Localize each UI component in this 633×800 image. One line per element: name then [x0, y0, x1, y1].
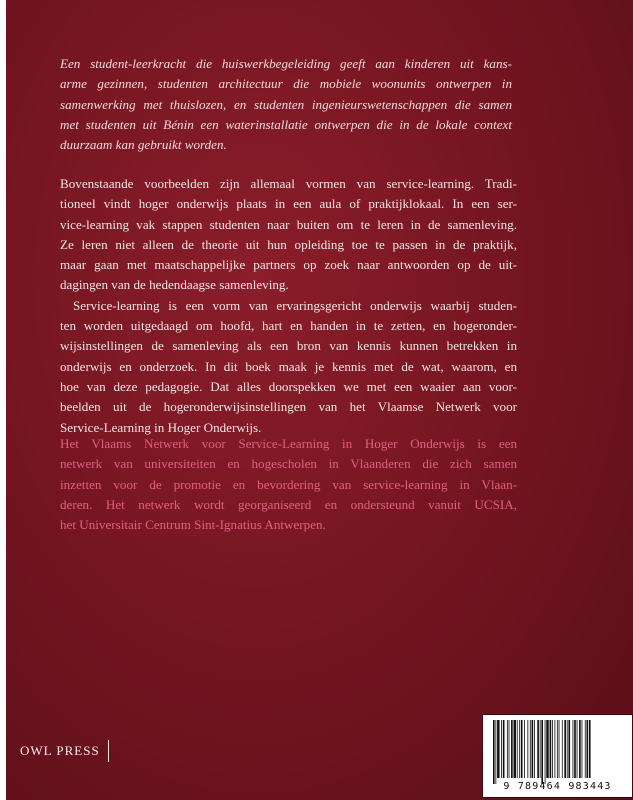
intro-line: Een student-leerkracht die huiswerkbegeleiding geeft aan kinderen uit kans-	[60, 56, 512, 71]
body-line: ten worden uitgedaagd om hoofd, hart en handen in te zetten, en hogeronder-	[60, 318, 517, 334]
body-text	[60, 174, 517, 438]
body-line: Bovenstaande voorbeelden zijn allemaal vormen van service-learning. Tradi-	[60, 176, 517, 191]
publisher-logo: OWL PRESS	[20, 740, 109, 762]
back-cover	[6, 0, 633, 800]
intro-line: samenwerking met thuislozen, en studenten ingenieurswetenschappen die samen	[60, 96, 512, 112]
intro-paragraph	[60, 54, 512, 155]
intro-line: arme gezinnen, studenten architectuur die mobiele woonunits ontwerpen in	[60, 76, 512, 92]
isbn-number: 9 789464 983443	[503, 781, 612, 792]
body-line: Ze leren niet alleen de theorie uit hun opleiding toe te passen in de praktijk,	[60, 236, 517, 252]
body-line: maar gaan met maatschappelijke partners op zoek naar antwoorden op de uit-	[60, 257, 517, 273]
body-line: onderwijs en onderzoek. In dit boek maak je kennis met de wat, waarom, en	[60, 358, 517, 374]
network-line: inzetten voor de promotie en bevordering van service-learning in Vlaan-	[60, 476, 517, 492]
isbn-barcode	[482, 714, 633, 798]
network-paragraph	[60, 434, 517, 535]
body-line: Service-learning is een vorm van ervaringsgericht onderwijs waarbij studen-	[73, 297, 517, 313]
body-line: wijsinstellingen de samenleving als een bron van kennis kunnen betrekken in	[60, 338, 517, 354]
body-line: tioneel vindt hoger onderwijs plaats in een aula of praktijklokaal. In een ser-	[60, 196, 517, 212]
intro-line: duurzaam kan gebruikt worden.	[60, 137, 227, 153]
barcode-bars	[487, 720, 628, 784]
body-line: hoe van deze pedagogie. Dat alles doorspekken we met een waaier aan voor-	[60, 378, 517, 394]
intro-line: met studenten uit Bénin een waterinstallatie ontwerpen die in de lokale context	[60, 116, 512, 132]
network-line: het Universitair Centrum Sint-Ignatius Antwerpen.	[60, 517, 326, 533]
body-line: dagingen van de hedendaagse samenleving.	[60, 277, 289, 293]
body-line: vice-learning vak stappen studenten naar buiten om te leren in de samenleving.	[60, 216, 517, 232]
network-line: deren. Het netwerk wordt georganiseerd en ondersteund vanuit UCSIA,	[60, 496, 517, 512]
network-line: Het Vlaams Netwerk voor Service-Learning in Hoger Onderwijs is een	[60, 436, 517, 451]
body-line: Service-Learning in Hoger Onderwijs.	[60, 419, 262, 435]
body-line: beelden uit de hogeronderwijsinstellingen van het Vlaamse Netwerk voor	[60, 399, 517, 415]
network-line: netwerk van universiteiten en hogescholen in Vlaanderen die zich samen	[60, 456, 517, 472]
